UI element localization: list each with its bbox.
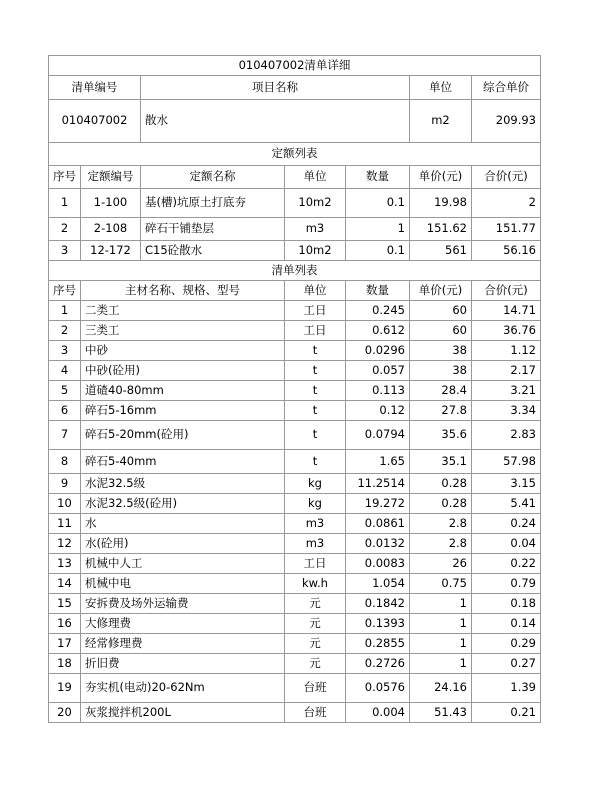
cell-total: 0.29 [472,633,541,653]
cell-unit: t [285,340,346,360]
summary-header-price: 综合单价 [472,75,541,99]
cell-unit: 台班 [285,702,346,722]
cell-seq: 13 [49,553,81,573]
cell-seq: 19 [49,673,81,702]
quota-header-name: 定额名称 [141,165,285,188]
cell-material-name: 灰浆搅拌机200L [81,702,285,722]
quota-header-unit: 单位 [285,165,346,188]
detail-header-section [49,260,541,300]
cell-total: 1.39 [472,673,541,702]
detail-row [49,340,541,360]
cell-unit-price: 561 [410,240,472,260]
cell-unit-price: 0.75 [410,573,472,593]
cell-total: 1.12 [472,340,541,360]
cell-seq: 1 [49,300,81,320]
detail-header-row [49,280,541,300]
cell-qty: 1 [346,217,410,240]
cell-unit: 10m2 [285,188,346,217]
cell-material-name: 水(砼用) [81,533,285,553]
detail-row [49,300,541,320]
cell-material-name: 碎石5-40mm [81,449,285,473]
cell-unit: t [285,380,346,400]
cell-unit-price: 26 [410,553,472,573]
detail-header-qty: 数量 [346,280,410,300]
detail-row [49,513,541,533]
cell-material-name: 水 [81,513,285,533]
cell-material-name: 经常修理费 [81,633,285,653]
cell-seq: 15 [49,593,81,613]
cost-detail-table [48,55,541,723]
page-title: 010407002清单详细 [49,56,541,76]
cell-unit-price: 28.4 [410,380,472,400]
cell-material-name: 安拆费及场外运输费 [81,593,285,613]
cell-seq: 1 [49,188,81,217]
cell-material-name: 碎石5-20mm(砼用) [81,420,285,449]
cell-total: 0.79 [472,573,541,593]
cell-material-name: 道碴40-80mm [81,380,285,400]
cell-unit-price: 35.6 [410,420,472,449]
cell-unit-price: 19.98 [410,188,472,217]
cell-seq: 4 [49,360,81,380]
detail-row [49,380,541,400]
cell-total: 5.41 [472,493,541,513]
cell-qty: 0.1 [346,240,410,260]
quota-rows-section [49,188,541,260]
detail-row [49,553,541,573]
summary-name-value: 散水 [141,99,410,142]
quota-section-title-row [49,142,541,165]
cell-unit-price: 27.8 [410,400,472,420]
cell-unit-price: 2.8 [410,533,472,553]
cell-seq: 18 [49,653,81,673]
cell-unit: 元 [285,593,346,613]
cell-seq: 20 [49,702,81,722]
cell-unit-price: 35.1 [410,449,472,473]
cell-qty: 0.12 [346,400,410,420]
cell-quota-name: 碎石干铺垫层 [141,217,285,240]
detail-header-unit: 单位 [285,280,346,300]
detail-row [49,473,541,493]
cell-material-name: 碎石5-16mm [81,400,285,420]
cell-unit: 工日 [285,320,346,340]
cell-seq: 16 [49,613,81,633]
cell-unit-price: 51.43 [410,702,472,722]
summary-header-code: 清单编号 [49,75,141,99]
cell-unit-price: 151.62 [410,217,472,240]
quota-header-code: 定额编号 [81,165,141,188]
cell-total: 0.14 [472,613,541,633]
cell-unit: 10m2 [285,240,346,260]
cell-unit: 工日 [285,553,346,573]
cell-unit-price: 1 [410,593,472,613]
cell-total: 57.98 [472,449,541,473]
cell-unit: kg [285,473,346,493]
cell-seq: 14 [49,573,81,593]
cell-total: 0.22 [472,553,541,573]
cell-seq: 9 [49,473,81,493]
cell-unit-price: 0.28 [410,473,472,493]
cell-quota-code: 12-172 [81,240,141,260]
quota-header-total: 合价(元) [472,165,541,188]
cell-material-name: 水泥32.5级 [81,473,285,493]
cell-material-name: 折旧费 [81,653,285,673]
cell-unit: kw.h [285,573,346,593]
cell-material-name: 二类工 [81,300,285,320]
cell-unit: 台班 [285,673,346,702]
cell-unit-price: 38 [410,340,472,360]
detail-row [49,633,541,653]
cell-unit-price: 2.8 [410,513,472,533]
cell-material-name: 中砂 [81,340,285,360]
cell-seq: 12 [49,533,81,553]
cell-unit-price: 1 [410,633,472,653]
detail-header-seq: 序号 [49,280,81,300]
quota-row [49,217,541,240]
cell-qty: 0.612 [346,320,410,340]
cell-total: 0.18 [472,593,541,613]
detail-row [49,449,541,473]
summary-header-row [49,75,541,99]
cell-qty: 0.0296 [346,340,410,360]
cell-quota-code: 1-100 [81,188,141,217]
title-row [49,56,541,76]
cell-quota-name: C15砼散水 [141,240,285,260]
cell-seq: 10 [49,493,81,513]
quota-section-title: 定额列表 [49,142,541,165]
cell-seq: 17 [49,633,81,653]
cell-seq: 3 [49,340,81,360]
detail-row [49,360,541,380]
cell-seq: 11 [49,513,81,533]
cell-qty: 0.1393 [346,613,410,633]
cell-total: 0.04 [472,533,541,553]
cell-unit-price: 24.16 [410,673,472,702]
cell-qty: 0.2855 [346,633,410,653]
cell-unit: m3 [285,533,346,553]
cell-unit-price: 1 [410,653,472,673]
cell-qty: 0.004 [346,702,410,722]
detail-row [49,593,541,613]
cell-qty: 0.245 [346,300,410,320]
cell-material-name: 夯实机(电动)20-62Nm [81,673,285,702]
cell-unit: t [285,449,346,473]
quota-header-qty: 数量 [346,165,410,188]
cell-qty: 0.0794 [346,420,410,449]
cell-unit: m3 [285,217,346,240]
detail-row [49,420,541,449]
cell-qty: 0.2726 [346,653,410,673]
cell-qty: 1.65 [346,449,410,473]
cell-material-name: 机械中电 [81,573,285,593]
detail-rows-section [49,300,541,722]
summary-header-name: 项目名称 [141,75,410,99]
cell-material-name: 大修理费 [81,613,285,633]
cell-total: 36.76 [472,320,541,340]
quota-header-unit-price: 单价(元) [410,165,472,188]
cell-unit-price: 0.28 [410,493,472,513]
cell-unit: kg [285,493,346,513]
cell-qty: 1.054 [346,573,410,593]
quota-row [49,188,541,217]
detail-row [49,493,541,513]
cell-qty: 11.2514 [346,473,410,493]
cell-total: 3.15 [472,473,541,493]
cell-qty: 0.113 [346,380,410,400]
detail-row [49,320,541,340]
cell-qty: 0.057 [346,360,410,380]
cell-unit: t [285,400,346,420]
cell-unit-price: 60 [410,320,472,340]
detail-row [49,653,541,673]
quota-header-row [49,165,541,188]
detail-row [49,702,541,722]
cell-total: 2.83 [472,420,541,449]
cell-qty: 0.0132 [346,533,410,553]
cell-material-name: 机械中人工 [81,553,285,573]
detail-section-title: 清单列表 [49,260,541,280]
cell-quota-code: 2-108 [81,217,141,240]
cell-qty: 19.272 [346,493,410,513]
cell-qty: 0.1842 [346,593,410,613]
cell-unit: 元 [285,613,346,633]
cell-total: 0.21 [472,702,541,722]
detail-row [49,533,541,553]
cell-qty: 0.0576 [346,673,410,702]
summary-code-value: 010407002 [49,99,141,142]
cell-unit: m3 [285,513,346,533]
cell-seq: 2 [49,320,81,340]
cell-seq: 6 [49,400,81,420]
cell-seq: 8 [49,449,81,473]
cell-quota-name: 基(槽)坑原土打底夯 [141,188,285,217]
cell-seq: 5 [49,380,81,400]
summary-unit-value: m2 [410,99,472,142]
cell-seq: 2 [49,217,81,240]
cell-qty: 0.0861 [346,513,410,533]
cell-material-name: 水泥32.5级(砼用) [81,493,285,513]
cell-total: 2.17 [472,360,541,380]
cell-total: 0.24 [472,513,541,533]
cell-total: 3.21 [472,380,541,400]
cell-total: 0.27 [472,653,541,673]
summary-header-unit: 单位 [410,75,472,99]
cell-material-name: 三类工 [81,320,285,340]
cell-total: 56.16 [472,240,541,260]
quota-row [49,240,541,260]
cell-seq: 3 [49,240,81,260]
detail-row [49,673,541,702]
detail-section-title-row [49,260,541,280]
summary-price-value: 209.93 [472,99,541,142]
cell-unit-price: 38 [410,360,472,380]
quota-header-seq: 序号 [49,165,81,188]
cell-unit-price: 1 [410,613,472,633]
cell-total: 2 [472,188,541,217]
cell-qty: 0.1 [346,188,410,217]
detail-header-unit-price: 单价(元) [410,280,472,300]
cell-material-name: 中砂(砼用) [81,360,285,380]
cell-total: 151.77 [472,217,541,240]
cell-unit: t [285,420,346,449]
summary-data-row [49,99,541,142]
cell-unit: 工日 [285,300,346,320]
cell-qty: 0.0083 [346,553,410,573]
cell-seq: 7 [49,420,81,449]
cell-unit-price: 60 [410,300,472,320]
detail-row [49,613,541,633]
cell-unit: 元 [285,653,346,673]
summary-section [49,56,541,189]
detail-header-total: 合价(元) [472,280,541,300]
detail-header-name: 主材名称、规格、型号 [81,280,285,300]
cell-unit: t [285,360,346,380]
detail-row [49,400,541,420]
cell-total: 3.34 [472,400,541,420]
cell-unit: 元 [285,633,346,653]
detail-row [49,573,541,593]
cell-total: 14.71 [472,300,541,320]
